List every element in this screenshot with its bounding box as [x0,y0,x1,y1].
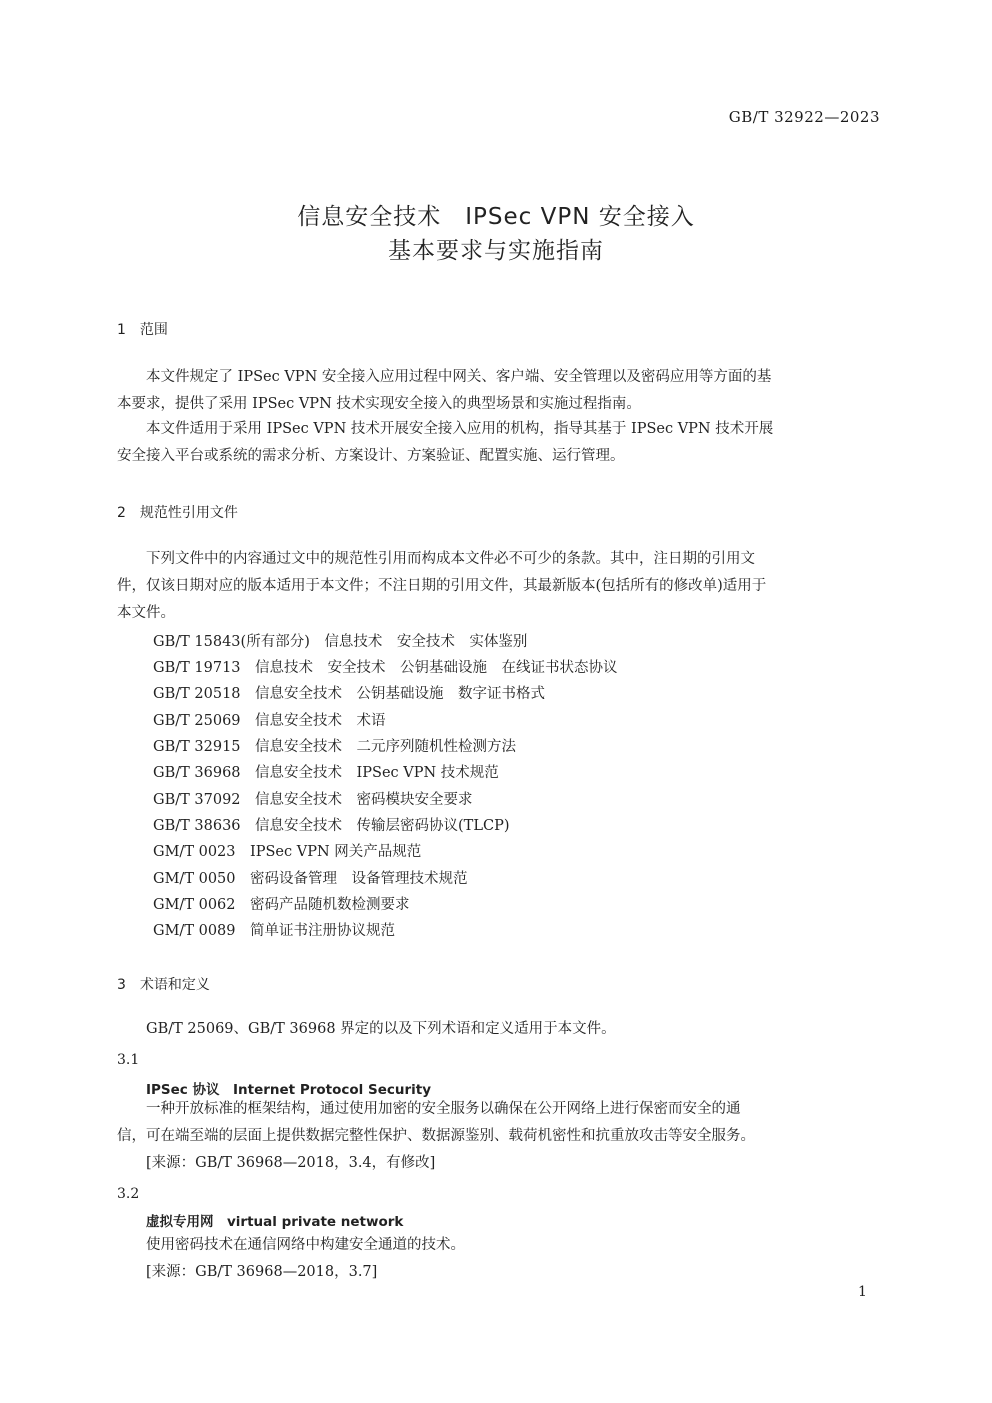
document-title-line-1: 信息安全技术 IPSec VPN 安全接入 [297,204,695,230]
reference-item: GB/T 19713 信息技术 安全技术 公钥基础设施 在线证书状态协议 [153,660,618,676]
section-1-heading: 1 范围 [117,322,168,338]
reference-item: GB/T 37092 信息安全技术 密码模块安全要求 [153,792,473,808]
section-3-intro: GB/T 25069、GB/T 36968 界定的以及下列术语和定义适用于本文件。 [146,1021,616,1037]
term-name: IPSec 协议 Internet Protocol Security [146,1082,432,1098]
reference-item: GM/T 0089 简单证书注册协议规范 [153,923,395,939]
section-2-heading: 2 规范性引用文件 [117,505,238,521]
term-source: [来源：GB/T 36968—2018，3.4，有修改] [146,1155,436,1171]
term-name: 虚拟专用网 virtual private network [146,1214,404,1230]
term-number: 3.1 [117,1052,140,1068]
term-definition [117,1096,887,1150]
term-definition-line: 一种开放标准的框架结构，通过使用加密的安全服务以确保在公开网络上进行保密而安全的通 [146,1101,741,1117]
reference-item: GM/T 0050 密码设备管理 设备管理技术规范 [153,871,468,887]
term-definition-line: 信，可在端至端的层面上提供数据完整性保护、数据源鉴别、载荷机密性和抗重放攻击等安全服务。 [117,1128,755,1144]
section-1-para-2-line-1: 本文件适用于采用 IPSec VPN 技术开展安全接入应用的机构，指导其基于 IPSec VPN 技术开展 [146,421,774,437]
section-2-intro-line-1: 下列文件中的内容通过文中的规范性引用而构成本文件必不可少的条款。其中，注日期的引用文 [146,551,755,567]
term-definition: 使用密码技术在通信网络中构建安全通道的技术。 [146,1237,465,1253]
term-source: [来源：GB/T 36968—2018，3.7] [146,1264,378,1280]
section-1-para-2-line-2: 安全接入平台或系统的需求分析、方案设计、方案验证、配置实施、运行管理。 [117,448,625,464]
reference-item: GB/T 38636 信息安全技术 传输层密码协议(TLCP) [153,818,510,834]
reference-item: GM/T 0062 密码产品随机数检测要求 [153,897,410,913]
section-2-intro-line-2: 件，仅该日期对应的版本适用于本文件；不注日期的引用文件，其最新版本(包括所有的修改单)适用于 [117,578,767,594]
page-number: 1 [858,1284,867,1300]
document-title-line-2: 基本要求与实施指南 [388,238,604,264]
reference-item: GB/T 15843(所有部分) 信息技术 安全技术 实体鉴别 [153,634,528,650]
reference-item: GB/T 25069 信息安全技术 术语 [153,713,386,729]
section-2-intro [117,546,887,627]
section-3-heading: 3 术语和定义 [117,977,210,993]
standard-number: GB/T 32922—2023 [728,108,880,126]
reference-item: GM/T 0023 IPSec VPN 网关产品规范 [153,844,422,860]
term-number: 3.2 [117,1186,140,1202]
reference-item: GB/T 20518 信息安全技术 公钥基础设施 数字证书格式 [153,686,546,702]
section-2-intro-line-3: 本文件。 [117,605,175,621]
section-1-paragraph-2 [117,416,887,470]
section-1-para-1-line-2: 本要求，提供了采用 IPSec VPN 技术实现安全接入的典型场景和实施过程指南。 [117,396,641,412]
section-1-para-1-line-1: 本文件规定了 IPSec VPN 安全接入应用过程中网关、客户端、安全管理以及密码应用等方面的基 [146,369,772,385]
section-1-paragraph-1 [117,364,887,418]
reference-item: GB/T 36968 信息安全技术 IPSec VPN 技术规范 [153,765,499,781]
reference-item: GB/T 32915 信息安全技术 二元序列随机性检测方法 [153,739,517,755]
